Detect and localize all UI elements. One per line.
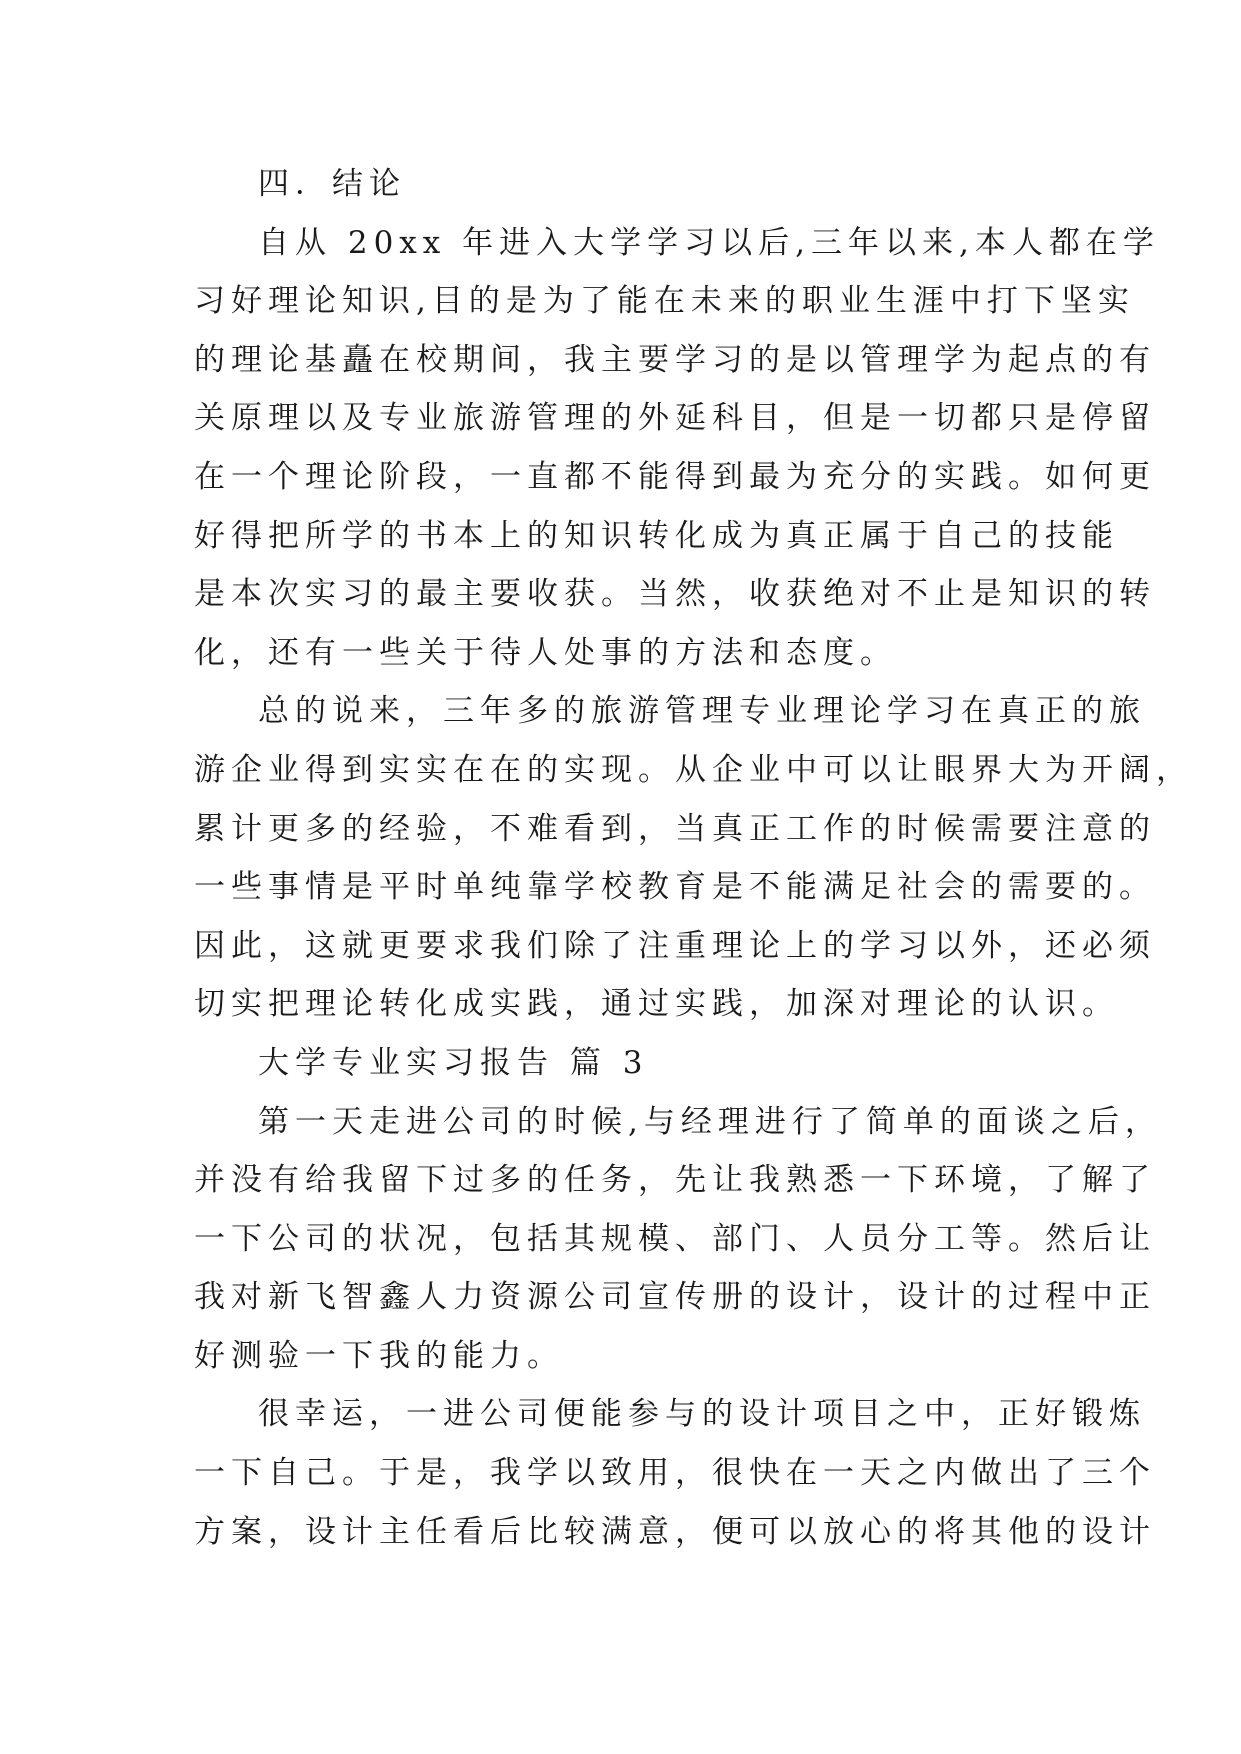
- text-line: 因此，这就更要求我们除了注重理论上的学习以外，还必须: [194, 927, 1156, 964]
- text-line: 总的说来，三年多的旅游管理专业理论学习在真正的旅: [258, 693, 1146, 730]
- text-line: 切实把理论转化成实践，通过实践，加深对理论的认识。: [194, 986, 1119, 1023]
- text-line: 我对新飞智鑫人力资源公司宣传册的设计，设计的过程中正: [194, 1279, 1156, 1316]
- text-line: 自从 20xx 年进入大学学习以后,三年以来,本人都在学: [258, 224, 1160, 261]
- text-line: 一些事情是平时单纯靠学校教育是不能满足社会的需要的。: [194, 869, 1156, 906]
- document-body: [194, 155, 1193, 1561]
- text-line: 好测验一下我的能力。: [194, 1337, 564, 1374]
- text-line: 习好理论知识,目的是为了能在未来的职业生涯中打下坚实: [194, 283, 1135, 320]
- text-line: 化，还有一些关于待人处事的方法和态度。: [194, 634, 897, 671]
- text-line: 在一个理论阶段，一直都不能得到最为充分的实践。如何更: [194, 458, 1156, 495]
- text-line: 关原理以及专业旅游管理的外延科目，但是一切都只是停留: [194, 400, 1156, 437]
- text-line: 是本次实习的最主要收获。当然，收获绝对不止是知识的转: [194, 576, 1156, 613]
- text-line: 游企业得到实实在在的实现。从企业中可以让眼界大为开阔，: [194, 751, 1193, 788]
- text-line: 很幸运，一进公司便能参与的设计项目之中，正好锻炼: [258, 1396, 1146, 1433]
- text-line: 一下公司的状况，包括其规模、部门、人员分工等。然后让: [194, 1220, 1156, 1257]
- text-line: 四．结论: [258, 166, 406, 202]
- text-line: 一下自己。于是，我学以致用，很快在一天之内做出了三个: [194, 1455, 1156, 1492]
- text-line: 好得把所学的书本上的知识转化成为真正属于自己的技能: [194, 517, 1119, 554]
- text-line: 累计更多的经验，不难看到，当真正工作的时候需要注意的: [194, 810, 1156, 847]
- text-line: 并没有给我留下过多的任务，先让我熟悉一下环境，了解了: [194, 1162, 1156, 1199]
- text-line: 方案，设计主任看后比较满意，便可以放心的将其他的设计: [194, 1513, 1156, 1550]
- text-line: 的理论基矗在校期间，我主要学习的是以管理学为起点的有: [194, 341, 1156, 378]
- text-line: 第一天走进公司的时候,与经理进行了简单的面谈之后，: [258, 1103, 1162, 1140]
- text-line: 大学专业实习报告 篇 3: [258, 1044, 649, 1081]
